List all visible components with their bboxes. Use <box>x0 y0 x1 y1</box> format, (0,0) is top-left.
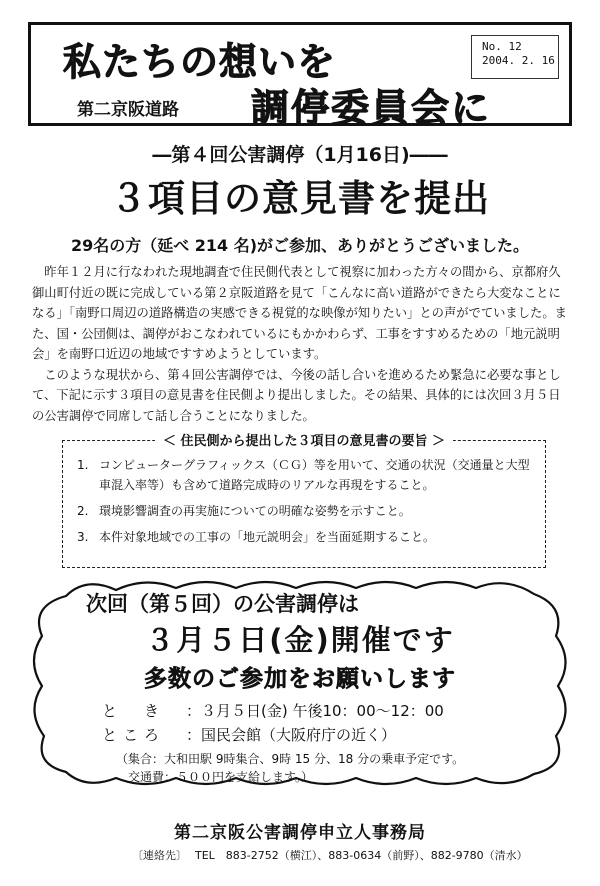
meeting-note: （集合：大和田駅 9時集合、9時 15 分、18 分の乗車予定です。 <box>116 752 465 766</box>
list-item <box>77 527 537 547</box>
item-number: 2. <box>77 504 89 518</box>
place-value: ：国民会館（大阪府庁の近く） <box>186 726 397 744</box>
next-session-date: ３月５日(金)開催です <box>145 623 455 657</box>
item-text: 本件対象地域での工事の「地元説明会」を当面延期すること。 <box>99 530 436 544</box>
office-name: 第二京阪公害調停申立人事務局 <box>174 823 426 843</box>
contact-tag: 〔連絡先〕 <box>132 849 187 862</box>
issue-number: No. 12 <box>482 40 522 53</box>
road-name: 第二京阪道路 <box>77 100 179 120</box>
item-text: コンピューターグラフィックス（ＣＧ）等を用いて、交通の状況（交通量と大型車混入率等）も含めて道路完成時のリアルな再現をすること。 <box>99 458 530 492</box>
contact-numbers: TEL 883-2752（横江）、883-0634（前野）、882-9780（清水） <box>195 849 528 862</box>
next-session-title: 次回（第５回）の公害調停は <box>86 592 359 616</box>
thanks-line: 29名の方（延べ 214 名)がご参加、ありがとうございました。 <box>70 236 530 255</box>
time-label: と き <box>102 702 166 720</box>
session-subtitle: ―第４回公害調停（1月16日)―― <box>152 144 448 166</box>
item-text: 環境影響調査の再実施についての明確な姿勢を示すこと。 <box>99 504 411 518</box>
summary-list <box>77 455 537 553</box>
summary-box <box>62 434 546 568</box>
item-number: 1. <box>77 458 89 472</box>
masthead-box <box>28 22 572 130</box>
time-row <box>102 700 444 721</box>
fare-note: 交通費：５００円を支給します。） <box>128 770 314 784</box>
main-headline: ３項目の意見書を提出 <box>110 177 490 220</box>
time-value: ：３月５日(金) 午後10：00～12：00 <box>186 702 444 720</box>
contact-line <box>132 847 528 863</box>
masthead-line-2: 調停委員会に <box>251 86 492 130</box>
summary-title: ＜ 住民側から提出した３項目の意見書の要旨 ＞ <box>155 434 453 449</box>
masthead-line-1: 私たちの想いを <box>63 40 337 84</box>
list-item <box>77 455 537 495</box>
place-label: ところ <box>102 726 166 744</box>
paragraph: 昨年１２月に行なわれた現地調査で住民側代表として視察に加わった方々の間から、京都府久御山町付近の既に完成している第２京阪道路を見て「こんなに高い道路ができたら大変なことになる」「南野口周辺の道路構造の実感できる視覚的な映像が知りたい」との声がでていました。また、国・公団側は、調停がおこなわれているにもかかわらず、工事をすすめるための「地元説明会」を南野口近辺の地域ですすめようとしています。 <box>32 265 567 361</box>
item-number: 3. <box>77 530 89 544</box>
paragraph: このような現状から、第４回公害調停では、今後の話し合いを進めるため緊急に必要な事として、下記に示す３項目の意見書を住民側より提出しました。その結果、具体的には次回３月５日の公害調停で同席して話し合うことになりました。 <box>32 367 561 423</box>
issue-box <box>471 35 559 79</box>
participation-request: 多数のご参加をお願いします <box>144 666 456 692</box>
issue-date: 2004. 2. 16 <box>482 54 555 67</box>
article-body <box>32 262 570 426</box>
list-item <box>77 501 537 521</box>
place-row <box>102 724 396 745</box>
